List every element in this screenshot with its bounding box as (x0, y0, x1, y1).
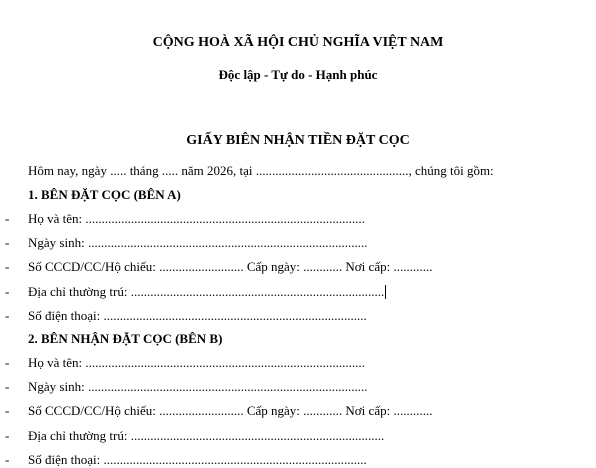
party-b-dob-field: Ngày sinh: ...................................................................................... (28, 379, 368, 394)
intro-line: Hôm nay, ngày ..... tháng ..... năm 2026, tại ..............................................., chúng tôi gồm: (28, 163, 494, 178)
bullet-dash: - (5, 379, 10, 394)
bullet-dash: - (5, 428, 10, 443)
party-a-phone-field: Số điện thoại: ................................................................................. (28, 308, 367, 323)
national-motto: Độc lập - Tự do - Hạnh phúc (218, 67, 378, 82)
bullet-dash: - (5, 259, 10, 274)
bullet-dash: - (5, 235, 10, 250)
bullet-dash: - (5, 284, 10, 299)
party-a-address-text: Địa chỉ thường trú: .............................................................................. (28, 284, 385, 299)
party-a-id-field: Số CCCD/CC/Hộ chiếu: .......................... Cấp ngày: ............ Nơi cấp: ............ (28, 259, 433, 274)
text-cursor (385, 285, 386, 299)
bullet-dash: - (5, 355, 10, 370)
bullet-dash: - (5, 308, 10, 323)
party-b-address-field: Địa chỉ thường trú: .............................................................................. (28, 428, 385, 443)
party-b-id-field: Số CCCD/CC/Hộ chiếu: .......................... Cấp ngày: ............ Nơi cấp: ............ (28, 403, 433, 418)
party-b-heading: 2. BÊN NHẬN ĐẶT CỌC (BÊN B) (28, 331, 223, 346)
party-b-phone-field: Số điện thoại: ................................................................................. (28, 452, 367, 467)
national-title: CỘNG HOÀ XÃ HỘI CHỦ NGHĨA VIỆT NAM (152, 35, 444, 50)
party-a-dob-field: Ngày sinh: ...................................................................................... (28, 235, 368, 250)
document-title: GIẤY BIÊN NHẬN TIỀN ĐẶT CỌC (186, 133, 410, 148)
party-a-address-field[interactable] (28, 284, 386, 300)
party-a-heading: 1. BÊN ĐẶT CỌC (BÊN A) (28, 187, 181, 202)
bullet-dash: - (5, 211, 10, 226)
party-a-name-field: Họ và tên: ...................................................................................... (28, 211, 365, 226)
bullet-dash: - (5, 452, 10, 467)
party-b-name-field: Họ và tên: ...................................................................................... (28, 355, 365, 370)
bullet-dash: - (5, 403, 10, 418)
